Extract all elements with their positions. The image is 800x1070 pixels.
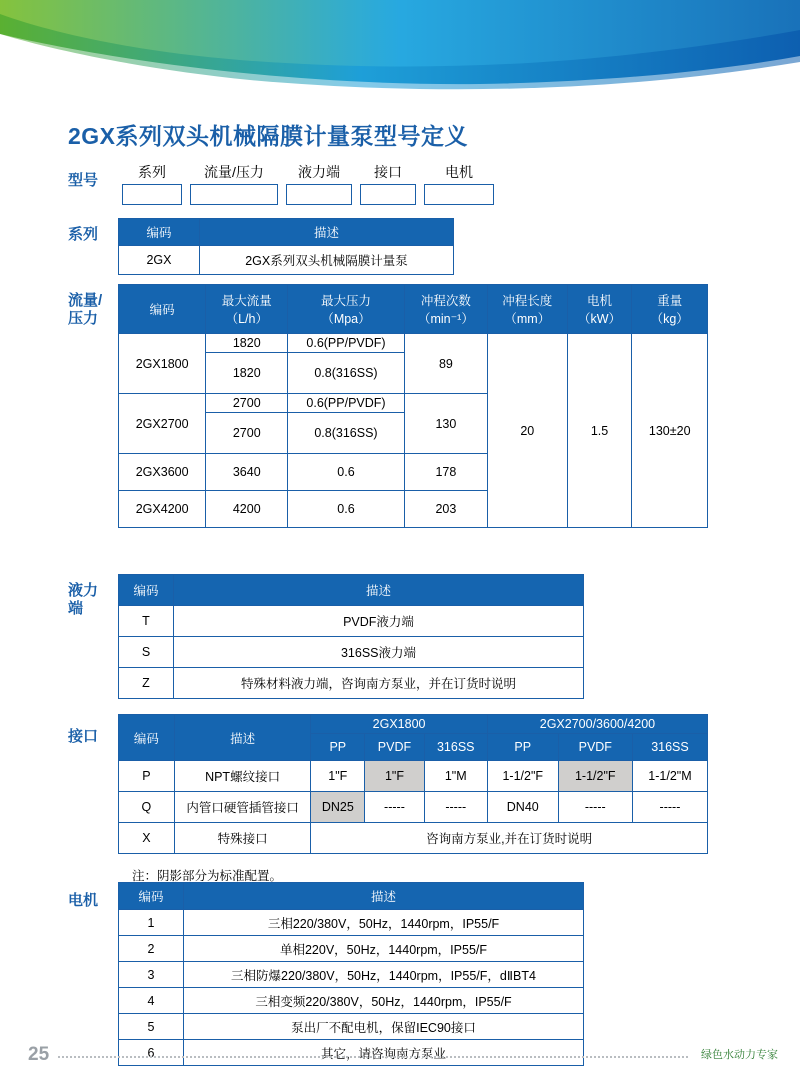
table-row — [119, 1040, 584, 1066]
connection-v-0-2: 1"M — [424, 761, 487, 792]
connection-note: 注：阴影部分为标准配置。 — [132, 869, 283, 883]
flow-header-3-l2: （min⁻¹） — [417, 312, 474, 326]
flow-header-5 — [567, 285, 632, 334]
flow-stroke-length: 20 — [488, 334, 568, 528]
connection-header-code: 编码 — [119, 715, 175, 761]
flow-strokes-5: 203 — [404, 491, 487, 528]
flow-pressure-4: 0.6 — [288, 454, 405, 491]
table-row — [119, 988, 584, 1014]
connection-subheader-0: PP — [311, 734, 365, 761]
connection-subheader-3: PP — [487, 734, 558, 761]
series-row-code: 2GX — [119, 246, 200, 275]
flow-code-5: 2GX4200 — [119, 491, 206, 528]
table-row — [119, 761, 708, 792]
motor-desc-3: 三相变频220/380V，50Hz，1440rpm，IP55/F — [184, 988, 584, 1014]
flow-strokes-0: 89 — [404, 334, 487, 394]
flow-code-0: 2GX1800 — [119, 334, 206, 394]
liquid-end-desc-1: 316SS液力端 — [174, 637, 584, 668]
connection-subheader-2: 316SS — [424, 734, 487, 761]
connection-code-0: P — [119, 761, 175, 792]
connection-code-1: Q — [119, 792, 175, 823]
flow-header-3-l1: 冲程次数 — [420, 294, 471, 308]
liquid-end-code-2: Z — [119, 668, 174, 699]
footer-divider — [58, 1056, 688, 1058]
flow-header-row — [119, 285, 708, 334]
flow-pressure-3: 0.8(316SS) — [288, 413, 405, 454]
model-field-label-2: 液力端 — [298, 164, 340, 180]
flow-value-4: 3640 — [206, 454, 288, 491]
flow-value-5: 4200 — [206, 491, 288, 528]
flow-table — [118, 284, 708, 528]
flow-header-5-l2: （kW） — [577, 312, 622, 326]
table-row — [119, 962, 584, 988]
connection-v-1-1: ----- — [365, 792, 424, 823]
flow-header-6-l1: 重量 — [657, 294, 683, 308]
flow-code-2: 2GX2700 — [119, 394, 206, 454]
flow-motor: 1.5 — [567, 334, 632, 528]
page-title: 2GX系列双头机械隔膜计量泵型号定义 — [68, 123, 469, 149]
model-box-2[interactable] — [282, 182, 356, 207]
series-label: 系列 — [68, 226, 99, 243]
connection-subheader-4: PVDF — [558, 734, 632, 761]
flow-value-0: 1820 — [206, 334, 288, 353]
flow-header-4-l2: （mm） — [504, 312, 551, 326]
connection-header-group2: 2GX2700/3600/4200 — [487, 715, 707, 734]
table-row — [119, 823, 708, 854]
flow-header-4-l1: 冲程长度 — [502, 294, 553, 308]
series-header-desc: 描述 — [200, 219, 454, 246]
connection-v-0-4: 1-1/2"F — [558, 761, 632, 792]
flow-header-0 — [119, 285, 206, 334]
model-field-label-3: 接口 — [374, 164, 402, 180]
flow-header-5-l1: 电机 — [587, 294, 613, 308]
table-row — [119, 637, 584, 668]
motor-desc-2: 三相防爆220/380V，50Hz，1440rpm，IP55/F，dⅡBT4 — [184, 962, 584, 988]
table-row — [119, 910, 584, 936]
model-box-4[interactable] — [420, 182, 498, 207]
liquid-end-code-1: S — [119, 637, 174, 668]
connection-v-1-0: DN25 — [311, 792, 365, 823]
connection-subheader-5: 316SS — [632, 734, 707, 761]
model-label: 型号 — [68, 172, 99, 189]
connection-v-1-3: DN40 — [487, 792, 558, 823]
motor-table — [118, 882, 584, 1066]
flow-header-3 — [404, 285, 487, 334]
connection-desc-1: 内管口硬管插管接口 — [174, 792, 310, 823]
motor-desc-5: 其它，请咨询南方泵业 — [184, 1040, 584, 1066]
motor-code-4: 5 — [119, 1014, 184, 1040]
flow-pressure-0: 0.6(PP/PVDF) — [288, 334, 405, 353]
series-row-desc: 2GX系列双头机械隔膜计量泵 — [200, 246, 454, 275]
flow-code-4: 2GX3600 — [119, 454, 206, 491]
model-box-0[interactable] — [118, 182, 186, 207]
motor-code-0: 1 — [119, 910, 184, 936]
flow-header-2-l2: （Mpa） — [321, 312, 371, 326]
flow-value-3: 2700 — [206, 413, 288, 454]
liquid-end-label-line2: 端 — [68, 600, 84, 617]
motor-label: 电机 — [68, 892, 99, 909]
connection-subheader-1: PVDF — [365, 734, 424, 761]
model-field-label-4: 电机 — [445, 164, 473, 180]
flow-header-1 — [206, 285, 288, 334]
connection-header-desc: 描述 — [174, 715, 310, 761]
series-table — [118, 218, 454, 275]
flow-strokes-2: 130 — [404, 394, 487, 454]
motor-desc-0: 三相220/380V，50Hz，1440rpm，IP55/F — [184, 910, 584, 936]
table-row — [119, 334, 708, 353]
connection-span-2: 咨询南方泵业,并在订货时说明 — [311, 823, 708, 854]
liquid-end-header-code: 编码 — [119, 575, 174, 606]
flow-header-1-l1: 最大流量 — [221, 294, 272, 308]
motor-desc-4: 泵出厂不配电机，保留IEC90接口 — [184, 1014, 584, 1040]
model-box-3[interactable] — [356, 182, 420, 207]
flow-pressure-2: 0.6(PP/PVDF) — [288, 394, 405, 413]
flow-header-2 — [288, 285, 405, 334]
flow-header-6 — [632, 285, 708, 334]
liquid-end-code-0: T — [119, 606, 174, 637]
table-row — [119, 246, 454, 275]
connection-v-0-0: 1"F — [311, 761, 365, 792]
motor-code-5: 6 — [119, 1040, 184, 1066]
motor-code-3: 4 — [119, 988, 184, 1014]
connection-code-2: X — [119, 823, 175, 854]
connection-desc-0: NPT螺纹接口 — [174, 761, 310, 792]
liquid-end-desc-2: 特殊材料液力端，咨询南方泵业，并在订货时说明 — [174, 668, 584, 699]
table-row — [119, 606, 584, 637]
flow-weight: 130±20 — [632, 334, 708, 528]
connection-v-0-5: 1-1/2"M — [632, 761, 707, 792]
connection-desc-2: 特殊接口 — [174, 823, 310, 854]
connection-header-group1: 2GX1800 — [311, 715, 488, 734]
flow-header-1-l2: （L/h） — [225, 312, 268, 326]
model-fields — [118, 162, 498, 207]
connection-v-1-4: ----- — [558, 792, 632, 823]
page-number: 25 — [28, 1044, 50, 1065]
flow-header-4 — [488, 285, 568, 334]
table-row — [119, 792, 708, 823]
model-field-label-1: 流量/压力 — [204, 164, 264, 180]
motor-header-code: 编码 — [119, 883, 184, 910]
connection-v-1-2: ----- — [424, 792, 487, 823]
liquid-end-desc-0: PVDF液力端 — [174, 606, 584, 637]
liquid-end-label-line1: 液力 — [68, 582, 99, 599]
flow-value-2: 2700 — [206, 394, 288, 413]
flow-label-line1: 流量/ — [68, 292, 103, 309]
model-field-label-0: 系列 — [138, 164, 166, 180]
table-row — [119, 1014, 584, 1040]
liquid-end-label — [68, 582, 98, 618]
connection-table — [118, 714, 708, 854]
flow-header-0-l1: 编码 — [149, 303, 175, 317]
flow-strokes-4: 178 — [404, 454, 487, 491]
flow-value-1: 1820 — [206, 353, 288, 394]
table-row — [119, 668, 584, 699]
series-header-code: 编码 — [119, 219, 200, 246]
motor-header-desc: 描述 — [184, 883, 584, 910]
flow-header-6-l2: （kg） — [650, 312, 689, 326]
flow-pressure-5: 0.6 — [288, 491, 405, 528]
motor-code-2: 3 — [119, 962, 184, 988]
liquid-end-header-desc: 描述 — [174, 575, 584, 606]
liquid-end-table — [118, 574, 584, 699]
motor-desc-1: 单相220V，50Hz，1440rpm，IP55/F — [184, 936, 584, 962]
connection-v-0-1: 1"F — [365, 761, 424, 792]
motor-code-1: 2 — [119, 936, 184, 962]
flow-label-line2: 压力 — [68, 310, 99, 327]
model-box-1[interactable] — [186, 182, 282, 207]
connection-label: 接口 — [68, 728, 99, 745]
flow-label — [68, 292, 102, 328]
flow-pressure-1: 0.8(316SS) — [288, 353, 405, 394]
footer-slogan: 绿色水动力专家 — [701, 1049, 778, 1061]
flow-header-2-l1: 最大压力 — [320, 294, 371, 308]
table-row — [119, 936, 584, 962]
connection-v-0-3: 1-1/2"F — [487, 761, 558, 792]
connection-v-1-5: ----- — [632, 792, 707, 823]
page-banner — [0, 0, 800, 96]
